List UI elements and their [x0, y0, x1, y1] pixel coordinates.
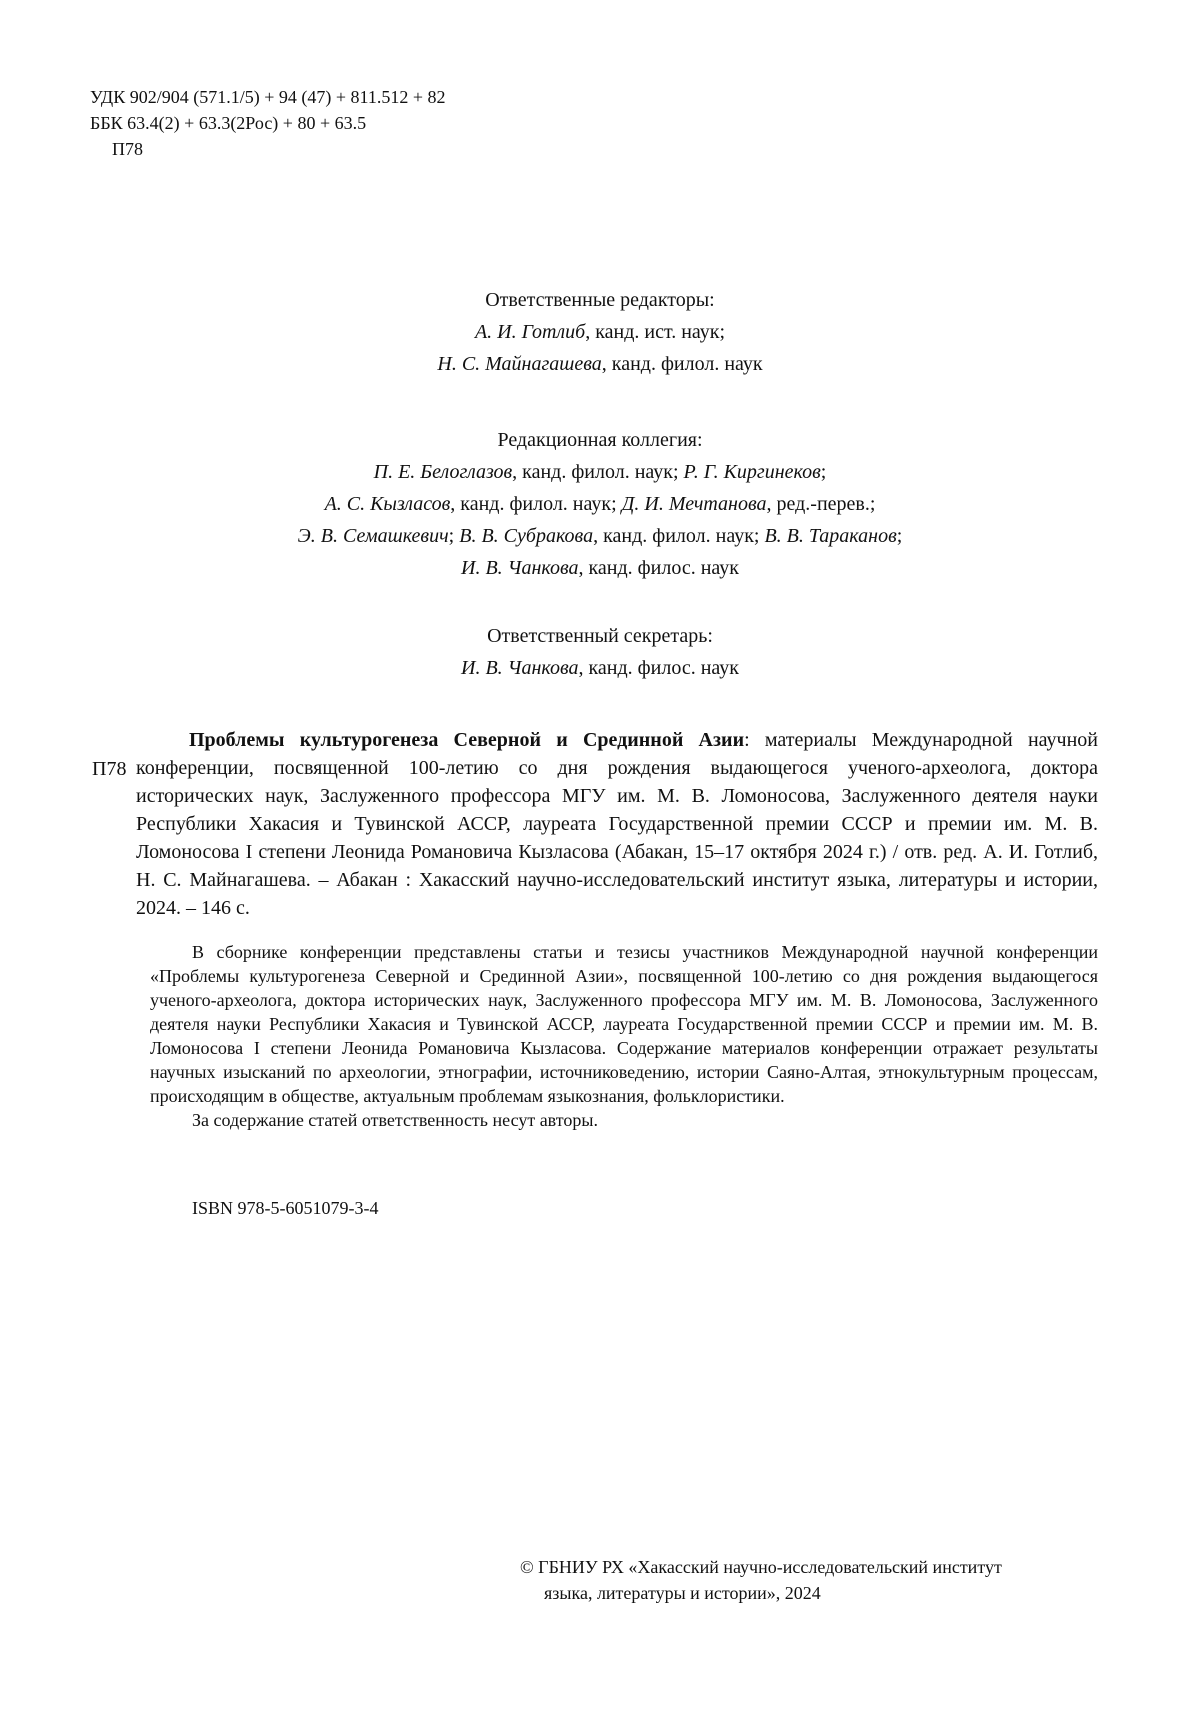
- editorial-board-block: [0, 424, 1200, 584]
- secretary-line: [0, 652, 1200, 684]
- secretary-heading: Ответственный секретарь:: [487, 625, 713, 647]
- board-member-name: В. В. Субракова: [459, 525, 594, 547]
- abstract-paragraph: В сборнике конференции представлены статьи и тезисы участников Международной научной конференции «Проблемы культурогенеза Северной и Срединной Азии», посвященной 100-летию со дня рождения выдающегося ученого-археолога, доктора исторических наук, Заслуженного профессора МГУ им. М. В. Ломоносова, Заслуженного деятеля науки Республики Хакасия и Тувинской АССР, лауреата Государственной премии СССР и премии им. М. В. Ломоносова I степени Леонида Романовича Кызласова. Содержание материалов конференции отражает результаты научных изысканий по археологии, этнографии, источниковедению, истории Саяно-Алтая, этнокультурным процессам, происходящим в обществе, актуальным проблемам языкознания, фольклористики.: [150, 942, 1098, 1106]
- editor-degree: , канд. филол. наук: [601, 353, 763, 375]
- editor-line: [0, 348, 1200, 380]
- board-member-degree: , ред.-перев.;: [766, 493, 876, 515]
- board-line: [0, 552, 1200, 584]
- board-member-degree: , канд. филол. наук;: [593, 525, 765, 547]
- classification-codes: [90, 84, 445, 162]
- board-separator: ;: [448, 525, 460, 547]
- editor-name: Н. С. Майнагашева: [437, 353, 602, 375]
- board-line: [0, 456, 1200, 488]
- secretary-block: [0, 620, 1200, 684]
- catalog-description: : материалы Международной научной конференции, посвященной 100-летию со дня рождения выдающегося ученого-археолога, доктора исторических наук, Заслуженного профессора МГУ им. М. В. Ломоносова, Заслуженного деятеля науки Республики Хакасия и Тувинской АССР, лауреата Государственной премии СССР и премии им. М. В. Ломоносова I степени Леонида Романовича Кызласова (Абакан, 15–17 октября 2024 г.) / отв. ред. А. И. Готлиб, Н. С. Майнагашева. – Абакан : Хакасский научно-исследовательский институт языка, литературы и истории, 2024. – 146 с.: [136, 729, 1098, 919]
- board-member-name: Э. В. Семашкевич: [297, 525, 449, 547]
- responsible-editors-block: [0, 284, 1200, 380]
- board-member-name: Д. И. Мечтанова: [621, 493, 767, 515]
- catalog-entry: [136, 726, 1098, 922]
- abstract-disclaimer: За содержание статей ответственность несут авторы.: [192, 1110, 598, 1130]
- board-member-name: И. В. Чанкова: [461, 557, 579, 579]
- editor-degree: , канд. ист. наук;: [585, 321, 726, 343]
- udk-code: УДК 902/904 (571.1/5) + 94 (47) + 811.512 + 82: [90, 87, 446, 107]
- abstract: [150, 940, 1098, 1132]
- catalog-author-mark: П78: [92, 758, 127, 780]
- board-member-degree: , канд. филол. наук;: [450, 493, 622, 515]
- isbn: ISBN 978-5-6051079-3-4: [192, 1198, 379, 1218]
- secretary-name: И. В. Чанкова: [461, 657, 579, 679]
- board-member-degree: , канд. филол. наук;: [512, 461, 684, 483]
- board-member-name: В. В. Тараканов: [764, 525, 897, 547]
- editor-name: А. И. Готлиб: [474, 321, 586, 343]
- editorial-board-heading: Редакционная коллегия:: [497, 429, 703, 451]
- bbk-code: ББК 63.4(2) + 63.3(2Рос) + 80 + 63.5: [90, 113, 367, 133]
- author-mark: П78: [112, 139, 143, 159]
- board-line: [0, 488, 1200, 520]
- editor-line: [0, 316, 1200, 348]
- responsible-editors-heading: Ответственные редакторы:: [485, 289, 715, 311]
- copyright-line-2: языка, литературы и истории», 2024: [544, 1583, 821, 1603]
- board-separator: ;: [820, 461, 827, 483]
- secretary-degree: , канд. филос. наук: [578, 657, 739, 679]
- copyright-line-1: © ГБНИУ РХ «Хакасский научно-исследовательский институт: [520, 1557, 1002, 1577]
- board-member-name: А. С. Кызласов: [324, 493, 451, 515]
- board-member-degree: , канд. филос. наук: [578, 557, 739, 579]
- catalog-title: Проблемы культурогенеза Северной и Срединной Азии: [189, 729, 745, 751]
- copyright-notice: [520, 1554, 1002, 1606]
- board-member-name: Р. Г. Киргинеков: [683, 461, 821, 483]
- board-line: [0, 520, 1200, 552]
- board-separator: ;: [896, 525, 903, 547]
- board-member-name: П. Е. Белоглазов: [373, 461, 513, 483]
